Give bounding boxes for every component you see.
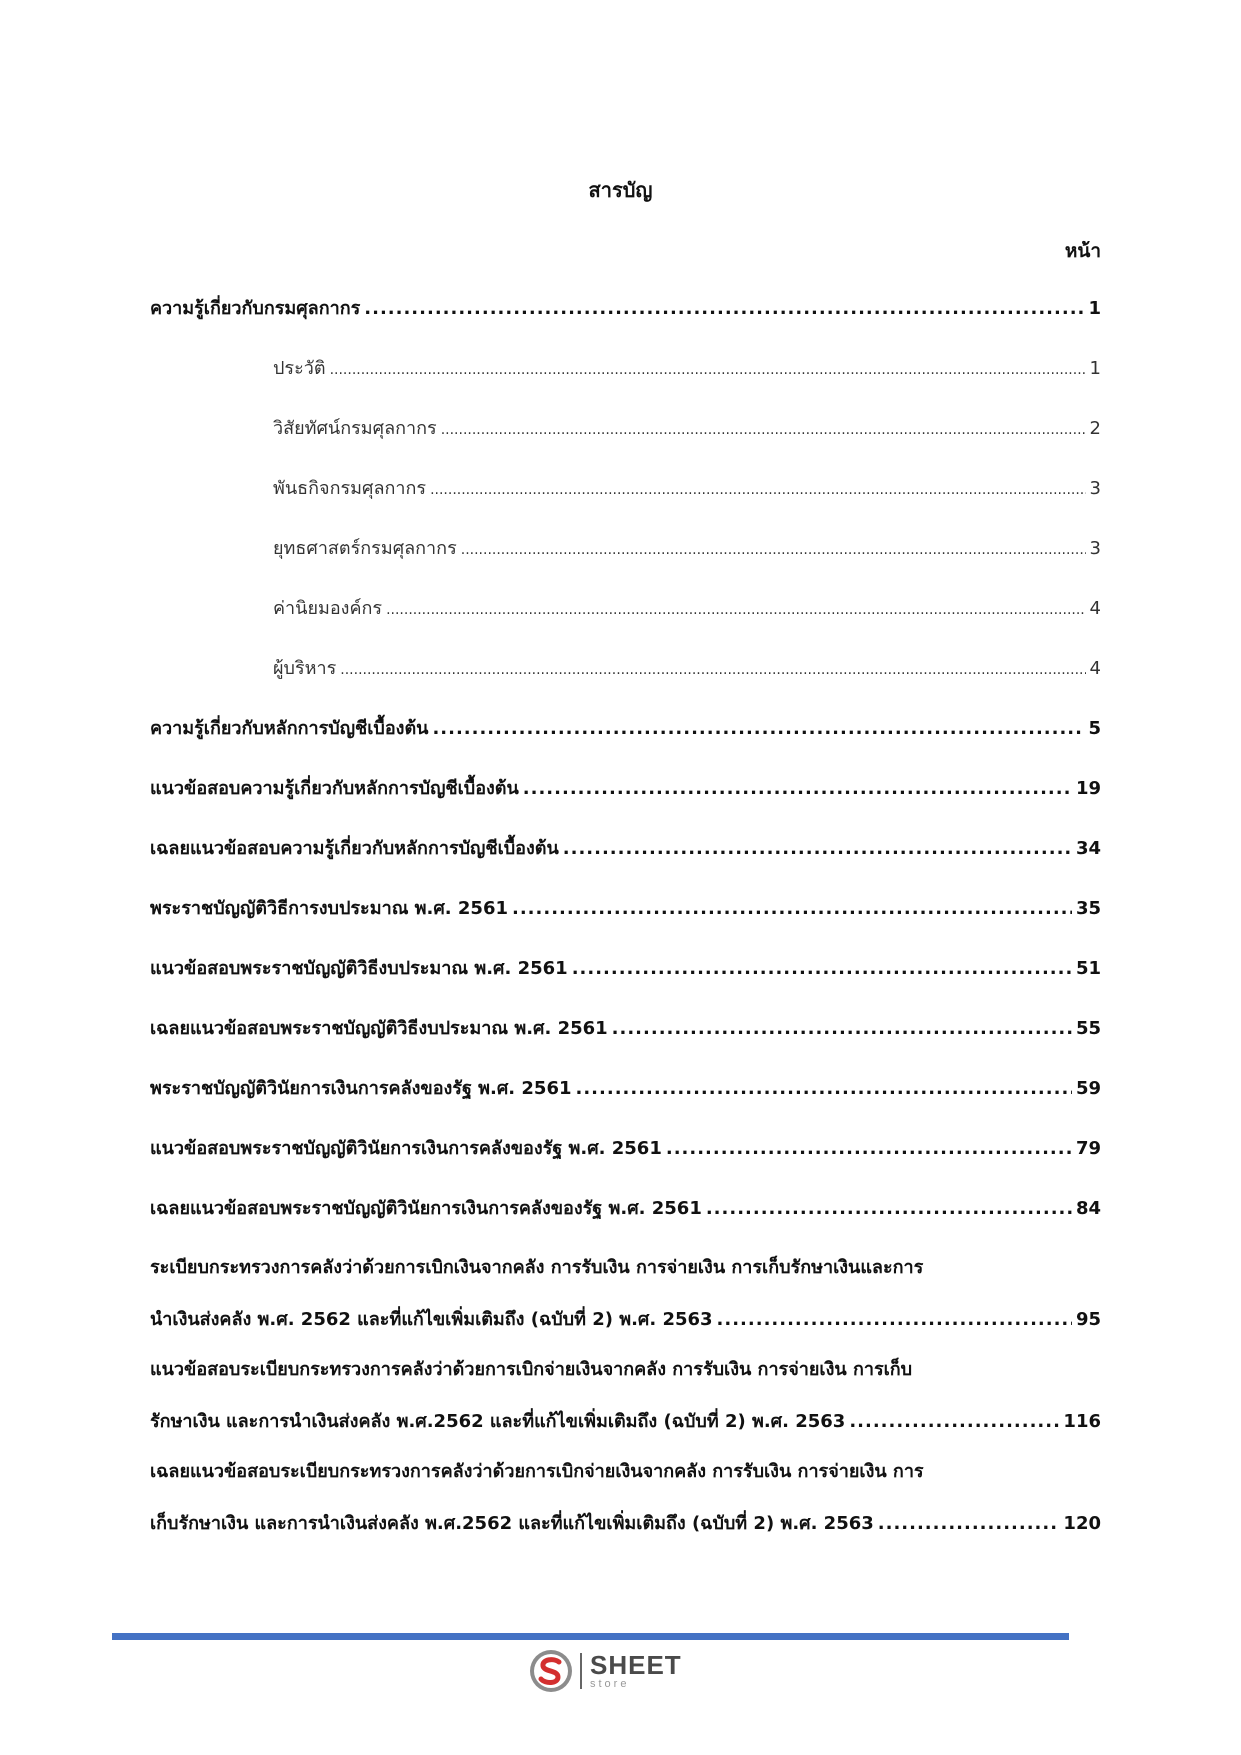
toc-entry-label-line2: นำเงินส่งคลัง พ.ศ. 2562 และที่แก้ไขเพิ่มเติมถึง (ฉบับที่ 2) พ.ศ. 2563 [150, 1309, 713, 1330]
dot-leader [717, 1307, 1072, 1333]
toc-entry-page: 84 [1075, 1198, 1101, 1219]
toc-entry-page: 51 [1075, 958, 1101, 979]
toc-entry-page: 4 [1089, 598, 1101, 619]
toc-entry-label: แนวข้อสอบพระราชบัญญัติวินัยการเงินการคลังของรัฐ พ.ศ. 2561 [150, 1138, 662, 1159]
page-column-label: หน้า [1064, 240, 1101, 262]
dot-leader [330, 357, 1086, 383]
toc-entry-label: ประวัติ [273, 358, 326, 379]
toc-entry-multiline[interactable] [150, 1255, 1101, 1333]
toc-entry[interactable] [150, 1136, 1101, 1162]
dot-leader [612, 1016, 1072, 1042]
toc-entry[interactable] [150, 896, 1101, 922]
document-title: สารบัญ [588, 178, 653, 202]
toc-entry-label: เฉลยแนวข้อสอบพระราชบัญญัติวินัยการเงินการคลังของรัฐ พ.ศ. 2561 [150, 1198, 702, 1219]
toc-entry-label: วิสัยทัศน์กรมศุลกากร [273, 418, 437, 439]
toc-entry-multiline[interactable] [150, 1357, 1101, 1435]
toc-entry[interactable] [273, 536, 1101, 563]
toc-entry-label-line1: ระเบียบกระทรวงการคลังว่าด้วยการเบิกเงินจากคลัง การรับเงิน การจ่ายเงิน การเก็บรักษาเงินและการ [150, 1257, 924, 1278]
dot-leader [340, 657, 1085, 683]
toc-entry[interactable] [273, 596, 1101, 623]
logo-separator [580, 1653, 582, 1689]
toc-entry[interactable] [273, 416, 1101, 443]
toc-entry[interactable] [150, 1016, 1101, 1042]
toc-entry-page: 55 [1075, 1018, 1101, 1039]
sheet-store-logo-icon [528, 1648, 574, 1694]
logo-subtext: store [590, 1678, 630, 1690]
dot-leader [441, 417, 1086, 443]
dot-leader [563, 836, 1072, 862]
toc-entry[interactable] [150, 296, 1101, 322]
toc-entry[interactable] [150, 1076, 1101, 1102]
toc-entry-page: 120 [1063, 1513, 1101, 1534]
sheet-store-logo [528, 1648, 682, 1694]
toc-entry[interactable] [273, 356, 1101, 383]
toc-entry-page: 5 [1088, 718, 1101, 739]
dot-leader [666, 1136, 1072, 1162]
dot-leader [512, 896, 1072, 922]
toc-entry-page: 2 [1089, 418, 1101, 439]
toc-entry[interactable] [273, 656, 1101, 683]
toc-entry[interactable] [150, 716, 1101, 742]
toc-entry-page: 1 [1089, 358, 1101, 379]
dot-leader [706, 1196, 1072, 1222]
toc-entry[interactable] [150, 1196, 1101, 1222]
toc-entry-multiline[interactable] [150, 1459, 1101, 1537]
toc-entry-page: 95 [1075, 1309, 1101, 1330]
toc-entry-label: แนวข้อสอบความรู้เกี่ยวกับหลักการบัญชีเบื้องต้น [150, 778, 519, 799]
toc-entry-page: 4 [1089, 658, 1101, 679]
toc-entry-label: พันธกิจกรมศุลกากร [273, 478, 427, 499]
toc-entry-page: 1 [1088, 298, 1101, 319]
toc-entry-page: 3 [1089, 538, 1101, 559]
toc-entry-page: 116 [1063, 1411, 1101, 1432]
dot-leader [572, 956, 1072, 982]
toc-entry[interactable] [150, 776, 1101, 802]
dot-leader [878, 1511, 1060, 1537]
dot-leader [432, 716, 1084, 742]
dot-leader [386, 597, 1085, 623]
toc-entry-label-line2: เก็บรักษาเงิน และการนำเงินส่งคลัง พ.ศ.2562 และที่แก้ไขเพิ่มเติมถึง (ฉบับที่ 2) พ.ศ. 2563 [150, 1513, 874, 1534]
toc-entry-page: 59 [1075, 1078, 1101, 1099]
toc-entry-label: เฉลยแนวข้อสอบความรู้เกี่ยวกับหลักการบัญชีเบื้องต้น [150, 838, 559, 859]
toc-entry-page: 19 [1075, 778, 1101, 799]
footer-rule [112, 1633, 1069, 1640]
toc-entry-label: ผู้บริหาร [273, 658, 337, 679]
toc-entry-label-line1: แนวข้อสอบระเบียบกระทรวงการคลังว่าด้วยการเบิกจ่ายเงินจากคลัง การรับเงิน การจ่ายเงิน การเก็บ [150, 1359, 913, 1380]
toc-entry-page: 79 [1075, 1138, 1101, 1159]
dot-leader [849, 1409, 1059, 1435]
toc-entry[interactable] [150, 836, 1101, 862]
toc-entry-label: พระราชบัญญัติวินัยการเงินการคลังของรัฐ พ.ศ. 2561 [150, 1078, 572, 1099]
toc-entry-label-line1: เฉลยแนวข้อสอบระเบียบกระทรวงการคลังว่าด้วยการเบิกจ่ายเงินจากคลัง การรับเงิน การจ่ายเงิน การ [150, 1461, 924, 1482]
dot-leader [430, 477, 1085, 503]
dot-leader [576, 1076, 1072, 1102]
toc-entry-label: ค่านิยมองค์กร [273, 598, 383, 619]
logo-wordmark: SHEET [590, 1650, 682, 1680]
dot-leader [461, 537, 1086, 563]
toc-entry-page: 35 [1075, 898, 1101, 919]
toc-entry-label: แนวข้อสอบพระราชบัญญัติวิธีงบประมาณ พ.ศ. 2561 [150, 958, 568, 979]
toc-entry-page: 34 [1075, 838, 1101, 859]
toc-entry-label: ความรู้เกี่ยวกับกรมศุลกากร [150, 298, 361, 319]
toc-entry[interactable] [273, 476, 1101, 503]
toc-entry[interactable] [150, 956, 1101, 982]
dot-leader [364, 296, 1084, 322]
toc-entry-page: 3 [1089, 478, 1101, 499]
dot-leader [523, 776, 1072, 802]
toc-entry-label: เฉลยแนวข้อสอบพระราชบัญญัติวิธีงบประมาณ พ.ศ. 2561 [150, 1018, 608, 1039]
toc-entry-label: ความรู้เกี่ยวกับหลักการบัญชีเบื้องต้น [150, 718, 429, 739]
toc-entry-label: ยุทธศาสตร์กรมศุลกากร [273, 538, 457, 559]
toc-entry-label: พระราชบัญญัติวิธีการงบประมาณ พ.ศ. 2561 [150, 898, 508, 919]
toc-entry-label-line2: รักษาเงิน และการนำเงินส่งคลัง พ.ศ.2562 และที่แก้ไขเพิ่มเติมถึง (ฉบับที่ 2) พ.ศ. 2563 [150, 1411, 846, 1432]
